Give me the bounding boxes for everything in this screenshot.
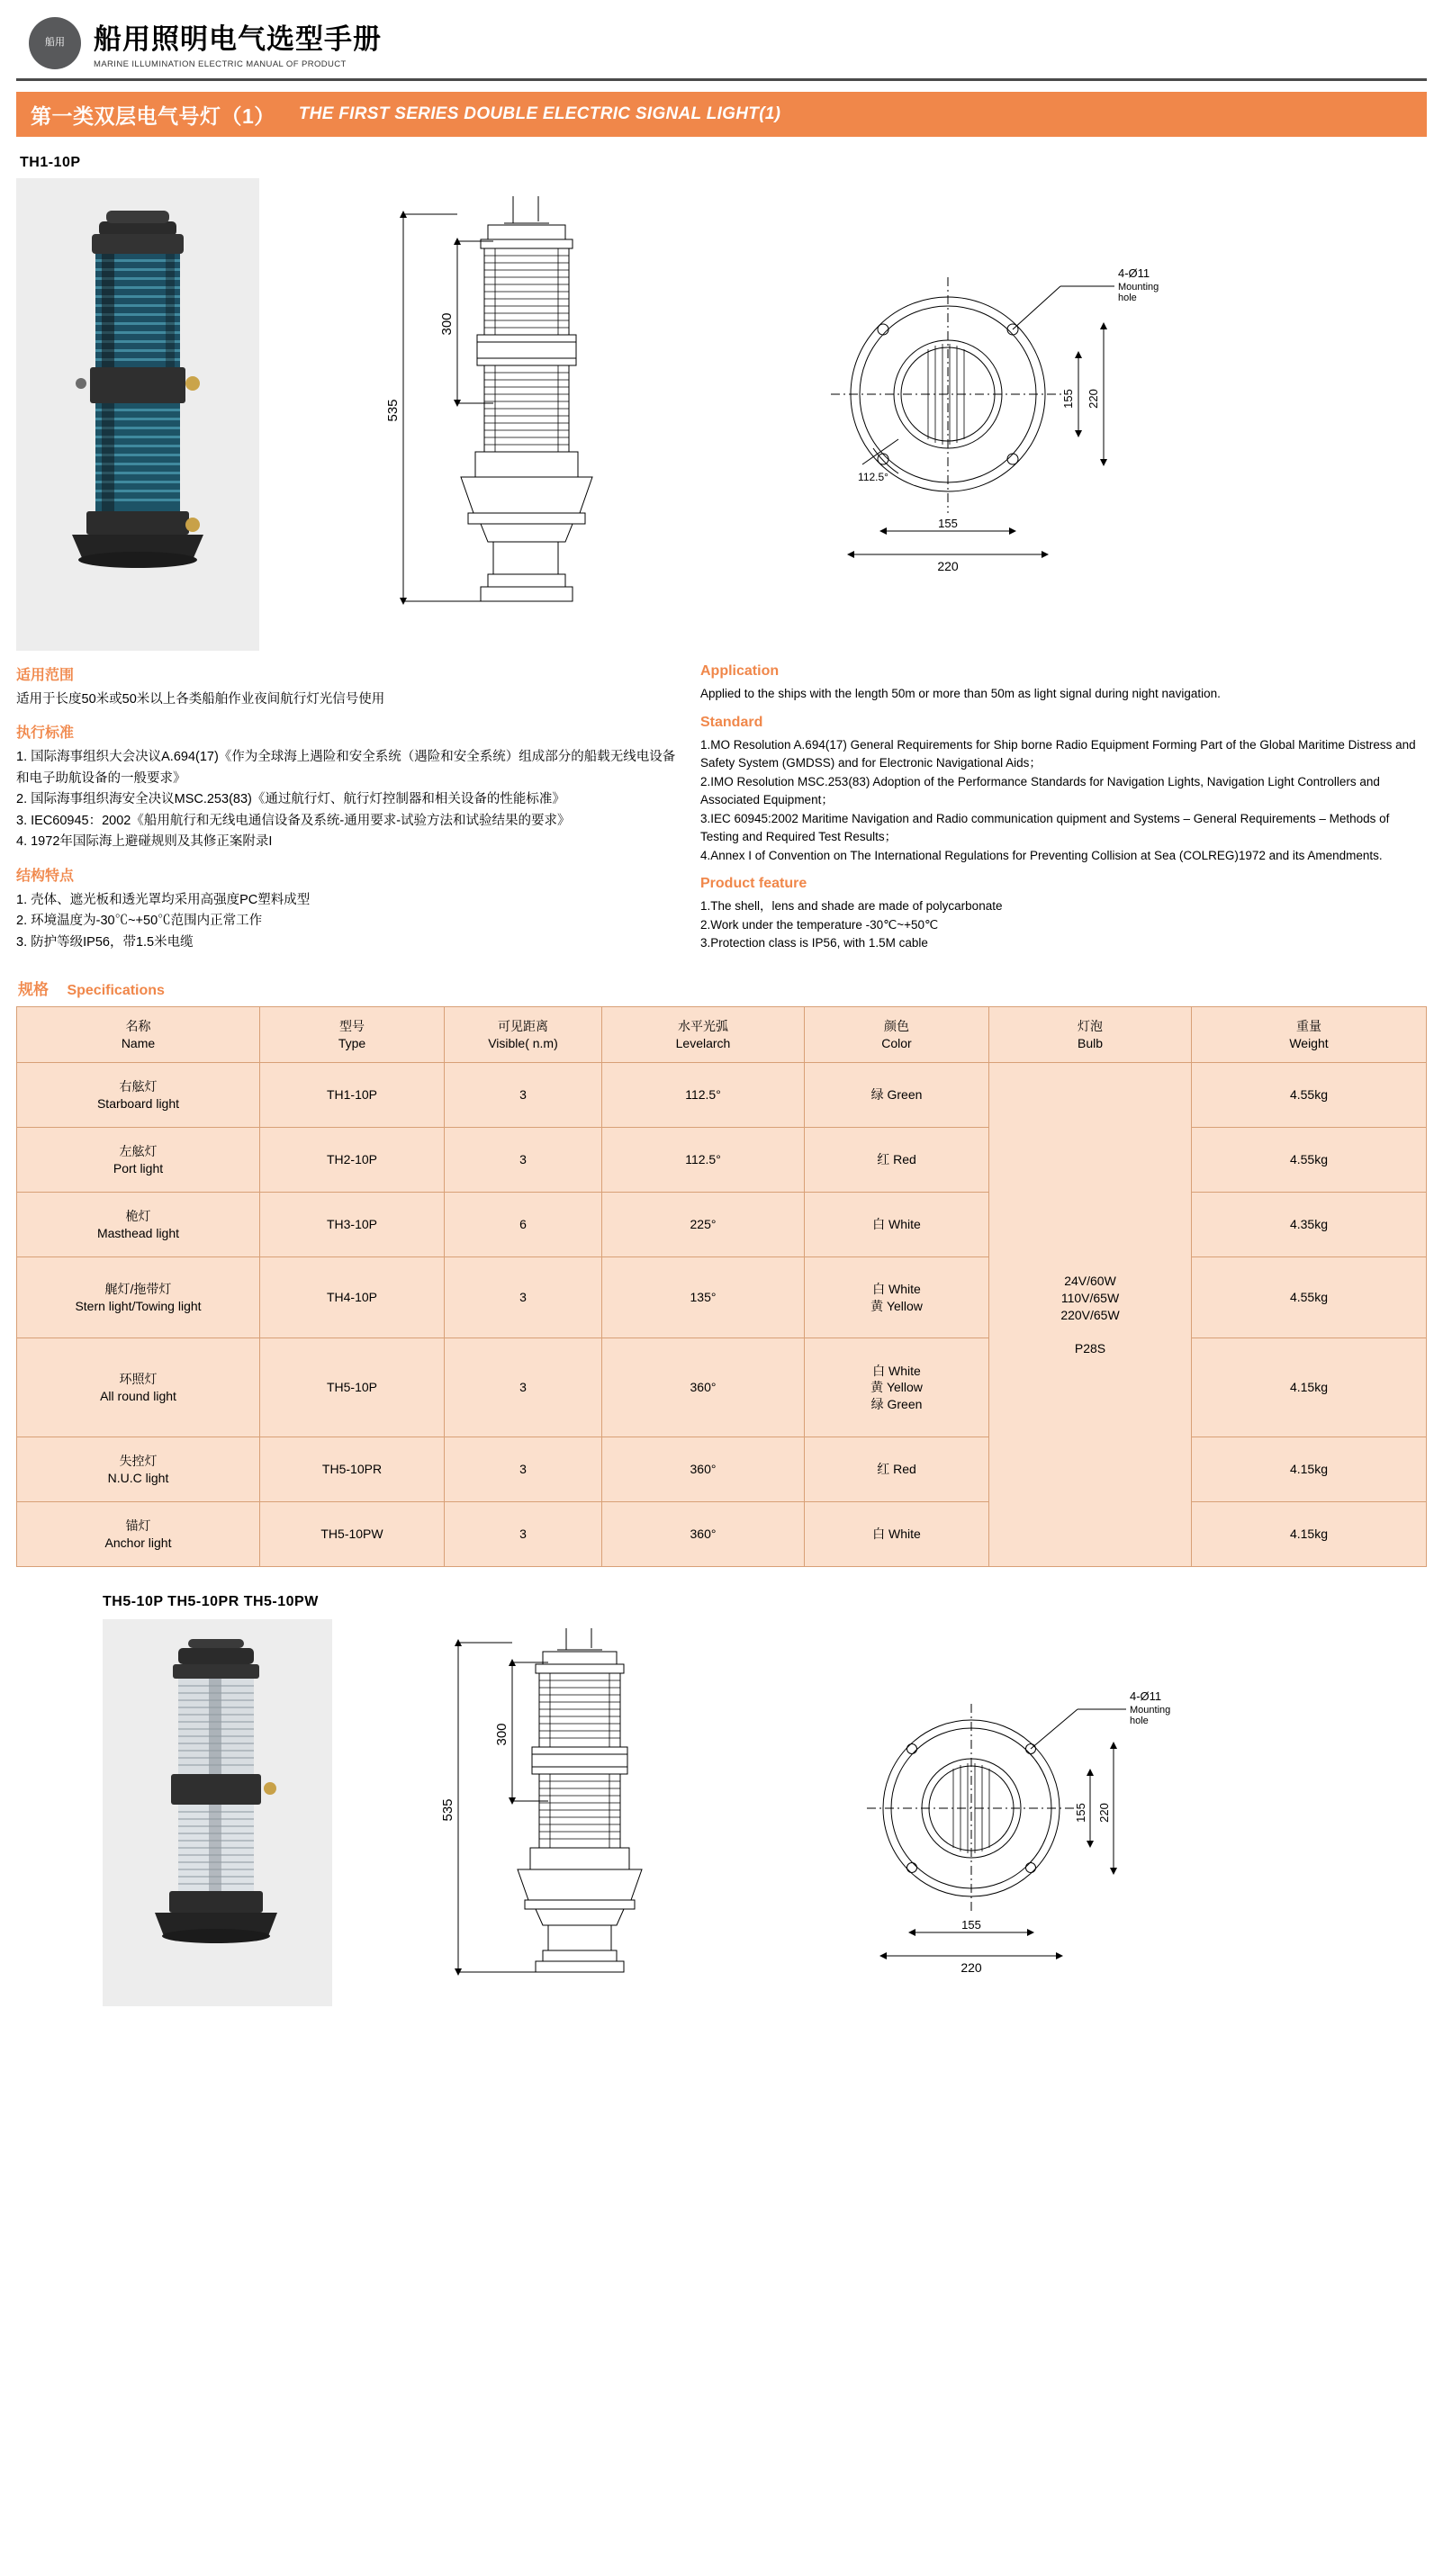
product-photo-bottom (103, 1619, 332, 2006)
cell-type: TH5-10PW (260, 1502, 445, 1567)
technical-drawing-svg-bottom (341, 1619, 1403, 2006)
cell-weight: 4.15kg (1192, 1437, 1427, 1502)
bulb-line-5: P28S (1074, 1340, 1106, 1356)
cell-weight: 4.35kg (1192, 1193, 1427, 1257)
mounting-hole-label2-bottom: hole (1130, 1716, 1149, 1727)
cell-name-en: Masthead light (96, 1225, 180, 1240)
brand-logo-text: 船用 (45, 36, 65, 48)
cell-name (17, 1502, 260, 1567)
dim-535-top: 535 (385, 399, 401, 422)
col-color-cn: 颜色 (884, 1018, 909, 1033)
cell-name-en: All round light (100, 1388, 176, 1403)
cell-visible: 3 (445, 1502, 602, 1567)
bulb-line-2: 110V/65W (1060, 1290, 1120, 1305)
standard-item-3-en: 3.IEC 60945:2002 Maritime Navigation and Radio communication quipment and Systems – General Requirements – Methods of Testing and Required Test Results； (700, 811, 1390, 844)
table-header-row (17, 1007, 1427, 1063)
cell-visible: 3 (445, 1257, 602, 1338)
cell-color: 绿 Green (805, 1063, 989, 1128)
product-photo-graphic (16, 178, 259, 651)
feature-item-3-en: 3.Protection class is IP56, with 1.5M cable (700, 936, 928, 950)
dim-535-bottom: 535 (440, 1798, 455, 1822)
product-photo-top (16, 178, 259, 651)
cell-name-cn: 失控灯 (119, 1453, 158, 1468)
cell-color: 白 White (805, 1502, 989, 1567)
standard-item-4-cn: 4. 1972年国际海上避碰规则及其修正案附录I (16, 834, 273, 850)
col-type (260, 1007, 445, 1063)
cell-type: TH5-10PR (260, 1437, 445, 1502)
col-weight (1192, 1007, 1427, 1063)
cell-name (17, 1257, 260, 1338)
technical-drawings-top (268, 178, 1427, 651)
cell-name (17, 1193, 260, 1257)
cell-visible: 3 (445, 1063, 602, 1128)
dim-220-bottom-top: 220 (937, 559, 959, 573)
col-visible-cn: 可见距离 (498, 1018, 548, 1033)
standard-body-en (700, 736, 1427, 866)
standard-item-1-cn: 1. 国际海事组织大会决议A.694(17)《作为全球海上遇险和安全系统（遇险和安全系统）组成部分的船载无线电设备和电子助航设备的一般要求》 (16, 750, 676, 786)
cell-name-cn: 右舷灯 (119, 1078, 158, 1094)
col-levelarch (602, 1007, 805, 1063)
application-body-en (700, 685, 1427, 704)
cell-arc: 360° (602, 1502, 805, 1567)
col-weight-en: Weight (1289, 1035, 1329, 1050)
section-title-band (16, 92, 1427, 137)
cell-name-en: Anchor light (104, 1535, 172, 1550)
brand-title-en: MARINE ILLUMINATION ELECTRIC MANUAL OF PRODUCT (94, 59, 347, 69)
cell-color-line-3: 绿 Green (870, 1397, 923, 1412)
bulb-line-3: 220V/65W (1060, 1307, 1120, 1322)
cell-name-en: Stern light/Towing light (75, 1298, 202, 1313)
model-label-bottom: TH5-10P TH5-10PR TH5-10PW (103, 1594, 319, 1610)
cell-visible: 3 (445, 1437, 602, 1502)
standard-item-4-en: 4.Annex I of Convention on The International Regulations for Preventing Collision at Sea (COLREG)1972 and its Amendments. (700, 848, 1383, 862)
dim-155-bottom-top: 155 (938, 517, 958, 530)
cell-type: TH2-10P (260, 1128, 445, 1193)
cell-color (805, 1257, 989, 1338)
standard-item-2-cn: 2. 国际海事组织海安全决议MSC.253(83)《通过航行灯、航行灯控制器和相关设备的性能标准》 (16, 792, 565, 807)
cell-name (17, 1338, 260, 1437)
cell-name-cn: 环照灯 (119, 1371, 158, 1386)
cell-color-line-1: 白 White (872, 1281, 921, 1296)
col-color (805, 1007, 989, 1063)
application-text-en: Applied to the ships with the length 50m or more than 50m as light signal during night navigation. (700, 687, 1221, 700)
technical-drawing-svg-top (268, 178, 1411, 651)
page-header (16, 0, 1427, 81)
table-row (17, 1338, 1427, 1437)
cell-color-line-1: 白 White (872, 1363, 921, 1378)
specifications-table (16, 1006, 1427, 1567)
cell-arc: 112.5° (602, 1063, 805, 1128)
cell-name-en: Starboard light (96, 1095, 180, 1111)
cell-name-en: N.U.C light (107, 1470, 169, 1485)
cell-visible: 3 (445, 1128, 602, 1193)
cell-bulb (989, 1063, 1192, 1567)
application-head-cn: 适用范围 (16, 668, 75, 683)
cell-color: 红 Red (805, 1437, 989, 1502)
feature-head-en: Product feature (700, 876, 807, 892)
cell-name-en: Port light (113, 1160, 164, 1175)
cell-weight: 4.55kg (1192, 1257, 1427, 1338)
col-bulb-en: Bulb (1077, 1035, 1104, 1050)
col-bulb-cn: 灯泡 (1078, 1018, 1103, 1033)
mounting-hole-label1-bottom: Mounting (1130, 1705, 1171, 1716)
col-levelarch-en: Levelarch (675, 1035, 731, 1050)
cell-weight: 4.15kg (1192, 1502, 1427, 1567)
product-illustration-row-bottom (16, 1619, 1427, 2006)
dim-300-top: 300 (439, 312, 455, 336)
cell-visible: 3 (445, 1338, 602, 1437)
application-body-cn (16, 689, 679, 710)
dim-155-plan-bottom: 155 (961, 1918, 981, 1932)
cell-weight: 4.55kg (1192, 1128, 1427, 1193)
brand-logo-icon (29, 17, 81, 69)
dim-angle-top: 112.5° (858, 471, 888, 483)
col-weight-cn: 重量 (1296, 1018, 1321, 1033)
mounting-hole-code-top: 4-Ø11 (1118, 266, 1150, 280)
standard-head-cn: 执行标准 (16, 725, 75, 742)
feature-item-1-en: 1.The shell，lens and shade are made of polycarbonate (700, 899, 1003, 914)
col-levelarch-cn: 水平光弧 (678, 1018, 728, 1033)
cell-color (805, 1338, 989, 1437)
cell-arc: 112.5° (602, 1128, 805, 1193)
spec-title-cn: 规格 (18, 981, 49, 999)
info-column-english (700, 663, 1427, 953)
dim-155-right-top: 155 (1061, 389, 1075, 409)
brand-title-cn: 船用照明电气选型手册 (94, 23, 382, 55)
feature-item-1-cn: 1. 壳体、遮光板和透光罩均采用高强度PC塑料成型 (16, 892, 311, 907)
application-text-cn: 适用于长度50米或50米以上各类船舶作业夜间航行灯光信号使用 (16, 692, 385, 707)
application-head-en: Application (700, 663, 780, 679)
col-type-en: Type (338, 1035, 366, 1050)
cell-name (17, 1063, 260, 1128)
cell-color-line-2: 黄 Yellow (870, 1380, 923, 1395)
mounting-hole-label1-top: Mounting (1118, 282, 1159, 293)
spec-title (18, 977, 1427, 999)
col-bulb (989, 1007, 1192, 1063)
standard-body-cn (16, 747, 679, 852)
cell-name (17, 1437, 260, 1502)
standard-item-2-en: 2.IMO Resolution MSC.253(83) Adoption of the Performance Standards for Navigation Lights, Navigation Light Controllers and Associated Equipment； (700, 774, 1380, 807)
cell-color-line-2: 黄 Yellow (870, 1298, 923, 1313)
cell-arc: 360° (602, 1338, 805, 1437)
cell-color: 白 White (805, 1193, 989, 1257)
cell-weight: 4.55kg (1192, 1063, 1427, 1128)
cell-arc: 225° (602, 1193, 805, 1257)
cell-type: TH3-10P (260, 1193, 445, 1257)
dim-220-right-bottom: 220 (1097, 1803, 1111, 1824)
feature-head-cn: 结构特点 (16, 868, 75, 884)
mounting-hole-code-bottom: 4-Ø11 (1130, 1689, 1162, 1704)
info-column-chinese (16, 663, 700, 953)
col-name-en: Name (121, 1035, 156, 1050)
dim-220-right-top: 220 (1087, 389, 1100, 409)
col-color-en: Color (881, 1035, 912, 1050)
spec-title-en: Specifications (67, 983, 165, 999)
mounting-hole-label2-top: hole (1118, 293, 1137, 303)
col-type-cn: 型号 (339, 1018, 365, 1033)
table-row (17, 1502, 1427, 1567)
table-row (17, 1437, 1427, 1502)
info-columns (16, 663, 1427, 953)
cell-name-cn: 艉灯/拖带灯 (104, 1281, 172, 1296)
table-row (17, 1063, 1427, 1128)
col-visible-en: Visible( n.m) (488, 1035, 558, 1050)
cell-color: 红 Red (805, 1128, 989, 1193)
product-photo-graphic-bottom (103, 1619, 332, 2006)
cell-name-cn: 锚灯 (125, 1518, 151, 1533)
col-name (17, 1007, 260, 1063)
cell-weight: 4.15kg (1192, 1338, 1427, 1437)
section-title-cn: 第一类双层电气号灯（1） (31, 104, 275, 128)
dim-300-bottom: 300 (494, 1723, 510, 1746)
feature-item-2-en: 2.Work under the temperature -30℃~+50℃ (700, 917, 939, 932)
cell-name (17, 1128, 260, 1193)
product-illustration-row (16, 178, 1427, 651)
feature-item-2-cn: 2. 环境温度为-30℃~+50℃范围内正常工作 (16, 914, 263, 929)
dim-155-right-bottom: 155 (1074, 1803, 1087, 1824)
cell-type: TH1-10P (260, 1063, 445, 1128)
standard-item-1-en: 1.MO Resolution A.694(17) General Requirements for Ship borne Radio Equipment Forming Part of the Global Maritime Distress and Safety System (GMDSS) and for Electronic Navigational Aids； (700, 737, 1416, 770)
standard-item-3-cn: 3. IEC60945：2002《船用航行和无线电通信设备及系统-通用要求-试验方法和试验结果的要求》 (16, 813, 571, 828)
standard-head-en: Standard (700, 714, 763, 730)
cell-visible: 6 (445, 1193, 602, 1257)
dim-220-plan-bottom: 220 (960, 1960, 982, 1976)
technical-drawings-bottom (341, 1619, 1427, 2006)
table-row (17, 1128, 1427, 1193)
table-row (17, 1193, 1427, 1257)
model-label-top: TH1-10P (20, 155, 81, 170)
col-visible (445, 1007, 602, 1063)
cell-type: TH5-10P (260, 1338, 445, 1437)
feature-item-3-cn: 3. 防护等级IP56，带1.5米电缆 (16, 934, 194, 950)
cell-name-cn: 桅灯 (125, 1208, 151, 1223)
feature-body-en (700, 897, 1427, 953)
brand-title-block (94, 16, 382, 69)
bulb-line-1: 24V/60W (1064, 1274, 1116, 1289)
table-row (17, 1257, 1427, 1338)
cell-name-cn: 左舷灯 (119, 1143, 158, 1158)
cell-type: TH4-10P (260, 1257, 445, 1338)
cell-arc: 135° (602, 1257, 805, 1338)
cell-arc: 360° (602, 1437, 805, 1502)
feature-body-cn (16, 890, 679, 953)
section-title-en: THE FIRST SERIES DOUBLE ELECTRIC SIGNAL LIGHT(1) (298, 104, 781, 123)
col-name-cn: 名称 (125, 1018, 151, 1033)
